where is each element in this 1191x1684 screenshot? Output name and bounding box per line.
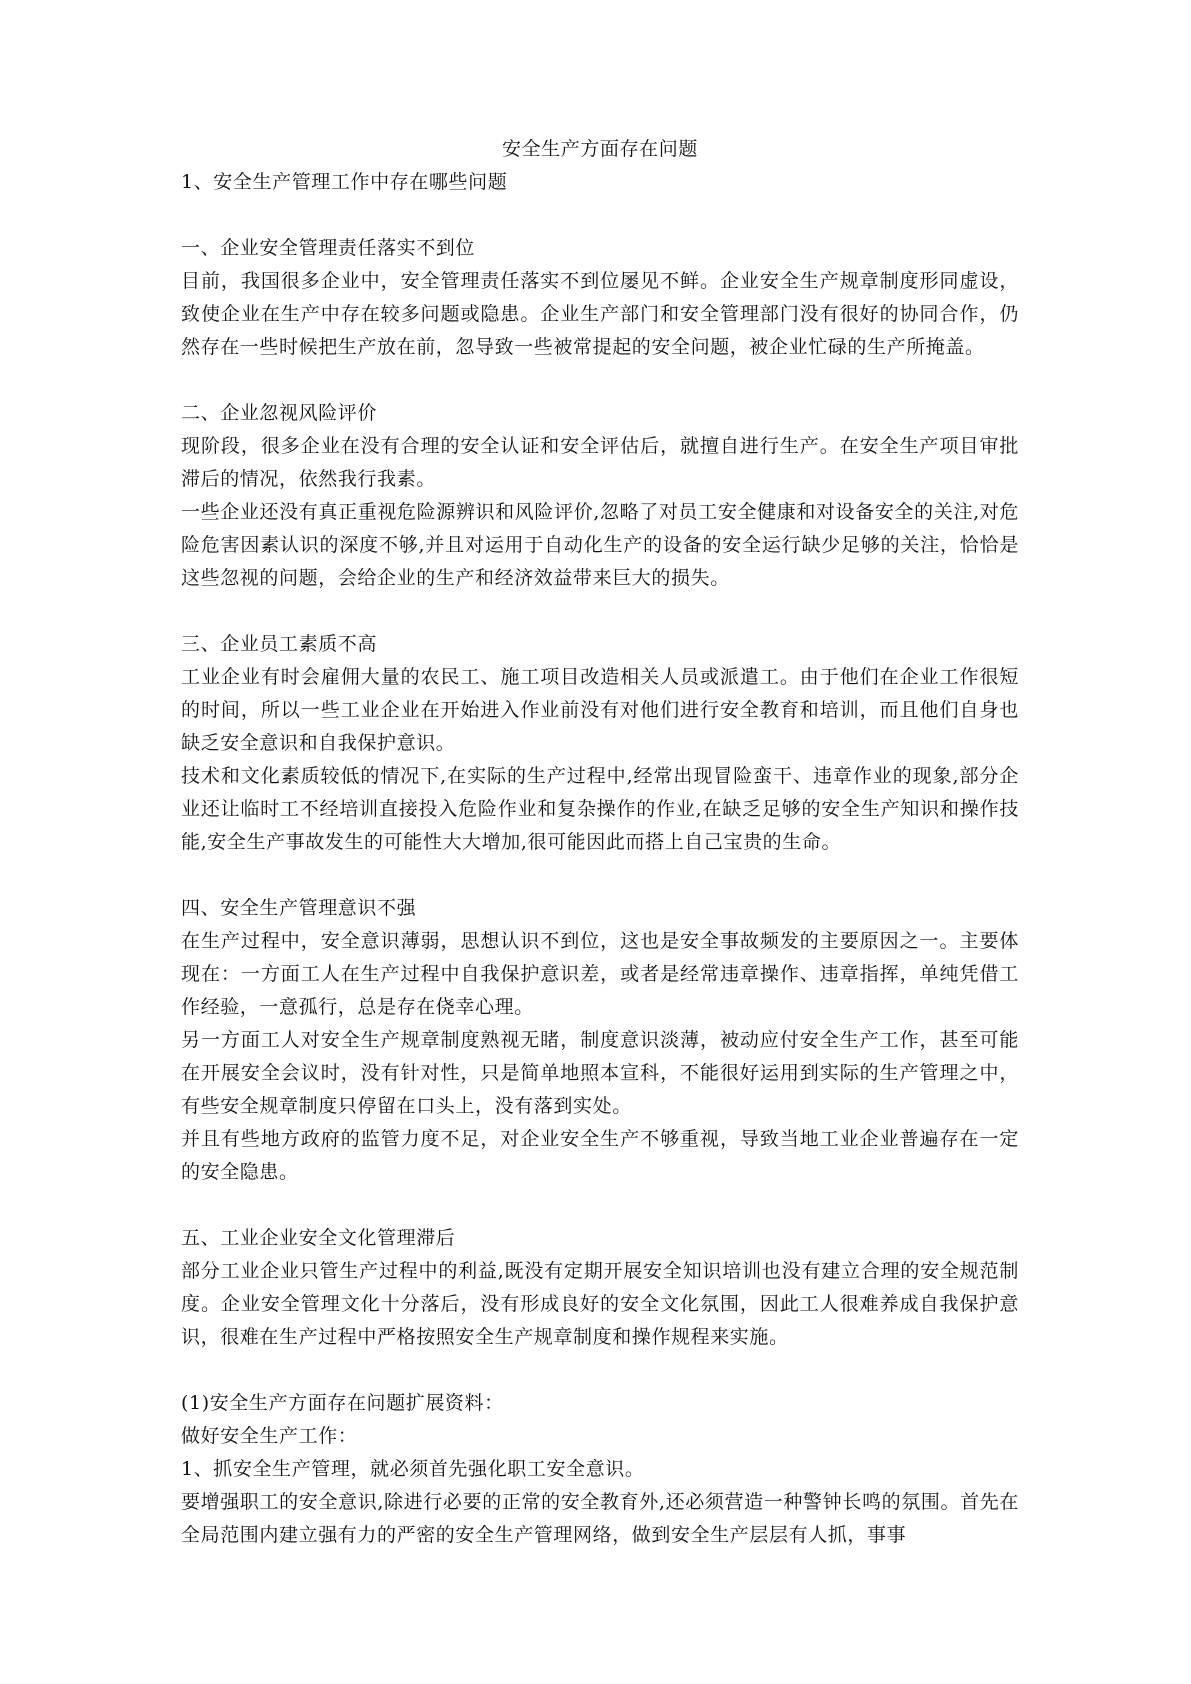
blank-line <box>181 859 1019 892</box>
section-5-heading: 五、工业企业安全文化管理滞后 <box>181 1227 456 1249</box>
extension-item-heading: 1、抓安全生产管理，就必须首先强化职工安全意识。 <box>181 1458 645 1480</box>
extension-subheading: 做好安全生产工作： <box>181 1425 358 1447</box>
section-4-paragraph-3: 并且有些地方政府的监管力度不足，对企业安全生产不够重视，导致当地工业企业普遍存在一定的安全隐患。 <box>181 1128 1019 1183</box>
blank-line <box>181 1189 1019 1222</box>
intro-heading: 1、安全生产管理工作中存在哪些问题 <box>181 171 508 193</box>
extension-heading: (1)安全生产方面存在问题扩展资料： <box>181 1392 504 1414</box>
blank-line <box>181 1354 1019 1387</box>
document-title: 安全生产方面存在问题 <box>501 138 698 160</box>
section-4-paragraph-1: 在生产过程中，安全意识薄弱，思想认识不到位，这也是安全事故频发的主要原因之一。主要体现在：一方面工人在生产过程中自我保护意识差，或者是经常违章操作、违章指挥，单纯凭借工作经验，一意孤行，总是存在侥幸心理。 <box>181 930 1019 1018</box>
blank-line <box>181 199 1019 232</box>
section-2-paragraph-2: 一些企业还没有真正重视危险源辨识和风险评价,忽略了对员工安全健康和对设备安全的关注,对危险危害因素认识的深度不够,并且对运用于自动化生产的设备的安全运行缺少足够的关注，恰恰是这些忽视的问题，会给企业的生产和经济效益带来巨大的损失。 <box>181 501 1019 589</box>
section-1-heading: 一、企业安全管理责任落实不到位 <box>181 237 476 259</box>
section-5-paragraph-1: 部分工业企业只管生产过程中的利益,既没有定期开展安全知识培训也没有建立合理的安全规范制度。企业安全管理文化十分落后，没有形成良好的安全文化氛围，因此工人很难养成自我保护意识，很难在生产过程中严格按照安全生产规章制度和操作规程来实施。 <box>181 1260 1019 1348</box>
section-1-paragraph-1: 目前，我国很多企业中，安全管理责任落实不到位屡见不鲜。企业安全生产规章制度形同虚设，致使企业在生产中存在较多问题或隐患。企业生产部门和安全管理部门没有很好的协同合作，仍然存在一些时候把生产放在前，忽导致一些被常提起的安全问题，被企业忙碌的生产所掩盖。 <box>181 270 1019 358</box>
section-3-paragraph-1: 工业企业有时会雇佣大量的农民工、施工项目改造相关人员或派遣工。由于他们在企业工作很短的时间，所以一些工业企业在开始进入作业前没有对他们进行安全教育和培训，而且他们自身也缺乏安全意识和自我保护意识。 <box>181 666 1019 754</box>
section-2-paragraph-1: 现阶段，很多企业在没有合理的安全认证和安全评估后，就擅自进行生产。在安全生产项目审批滞后的情况，依然我行我素。 <box>181 435 1019 490</box>
document-body <box>181 133 1019 1552</box>
extension-paragraph-1: 要增强职工的安全意识,除进行必要的正常的安全教育外,还必须营造一种警钟长鸣的氛围。首先在全局范围内建立强有力的严密的安全生产管理网络，做到安全生产层层有人抓，事事 <box>181 1491 1019 1546</box>
section-3-heading: 三、企业员工素质不高 <box>181 633 378 655</box>
section-3-paragraph-2: 技术和文化素质较低的情况下,在实际的生产过程中,经常出现冒险蛮干、违章作业的现象,部分企业还让临时工不经培训直接投入危险作业和复杂操作的作业,在缺乏足够的安全生产知识和操作技能,安全生产事故发生的可能性大大增加,很可能因此而搭上自己宝贵的生命。 <box>181 765 1019 853</box>
blank-line <box>181 364 1019 397</box>
section-4-paragraph-2: 另一方面工人对安全生产规章制度熟视无睹，制度意识淡薄，被动应付安全生产工作，甚至可能在开展安全会议时，没有针对性，只是简单地照本宣科，不能很好运用到实际的生产管理之中，有些安全规章制度只停留在口头上，没有落到实处。 <box>181 1029 1019 1117</box>
section-2-heading: 二、企业忽视风险评价 <box>181 402 378 424</box>
section-4-heading: 四、安全生产管理意识不强 <box>181 897 417 919</box>
blank-line <box>181 595 1019 628</box>
